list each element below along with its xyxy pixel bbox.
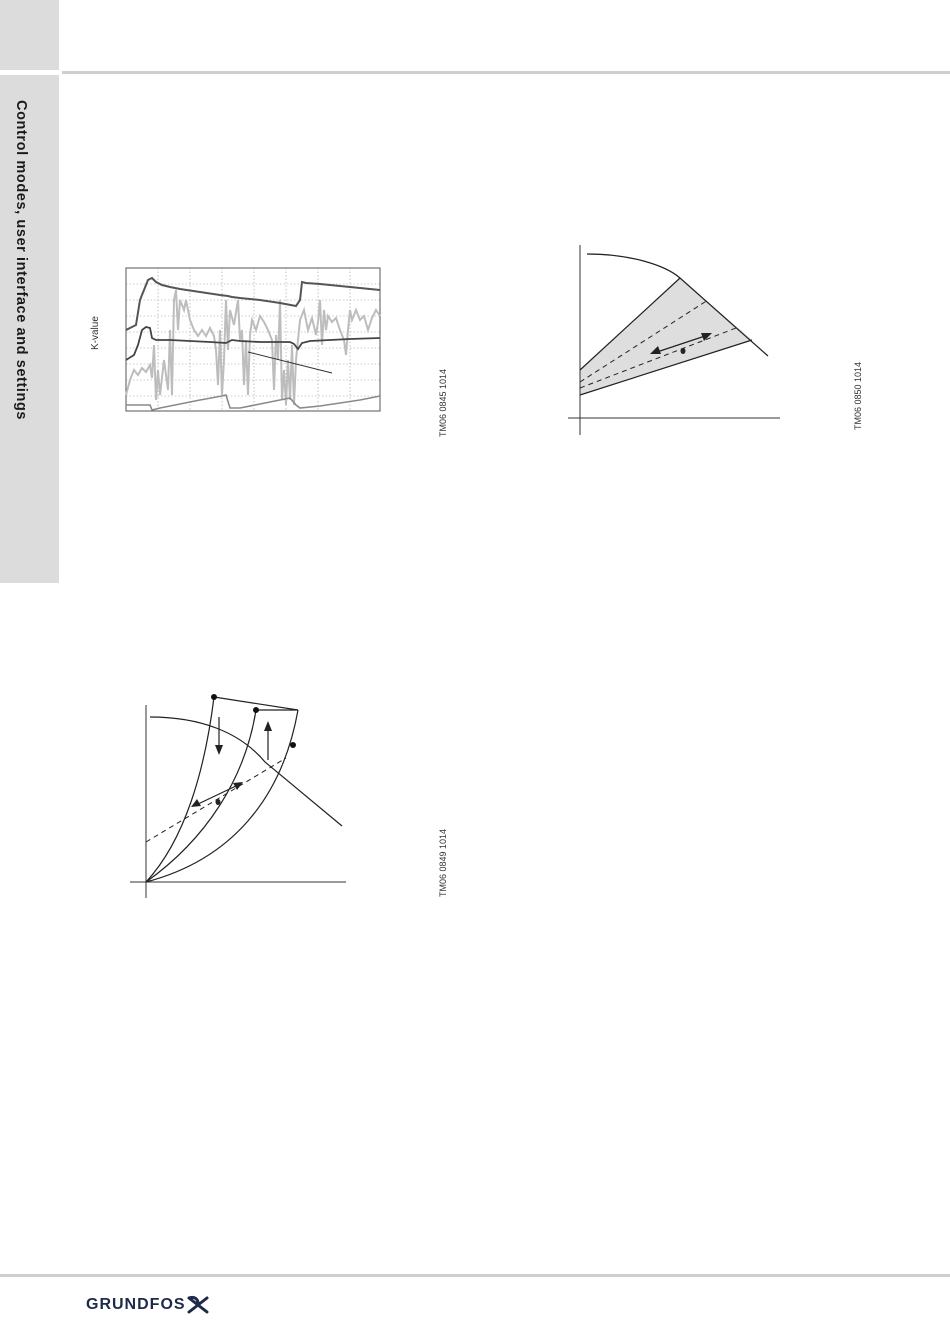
point-top-left [211,694,217,700]
brand-name: GRUNDFOS [86,1296,186,1313]
grundfos-x-icon [186,1295,210,1315]
grundfos-logo [86,1295,210,1315]
system-curve-middle [146,710,256,882]
section-title: Control modes, user interface and settings [13,100,29,421]
operating-point-dot [216,799,221,805]
point-top-middle [253,707,259,713]
figure-ref-2: TM06 0850 1014 [853,361,863,430]
pump-curve [150,717,342,826]
system-curve-flat [146,710,298,882]
arrow-up-icon [264,721,272,731]
footer-rule [0,1274,950,1277]
k-value-axis-label: K-value [90,316,101,350]
point-right [290,742,296,748]
arrow-down-icon [215,745,223,755]
figure-ref-3: TM06 0849 1014 [438,828,448,897]
dashed-control-line [146,758,286,842]
figure-ref-1: TM06 0845 1014 [438,368,448,437]
